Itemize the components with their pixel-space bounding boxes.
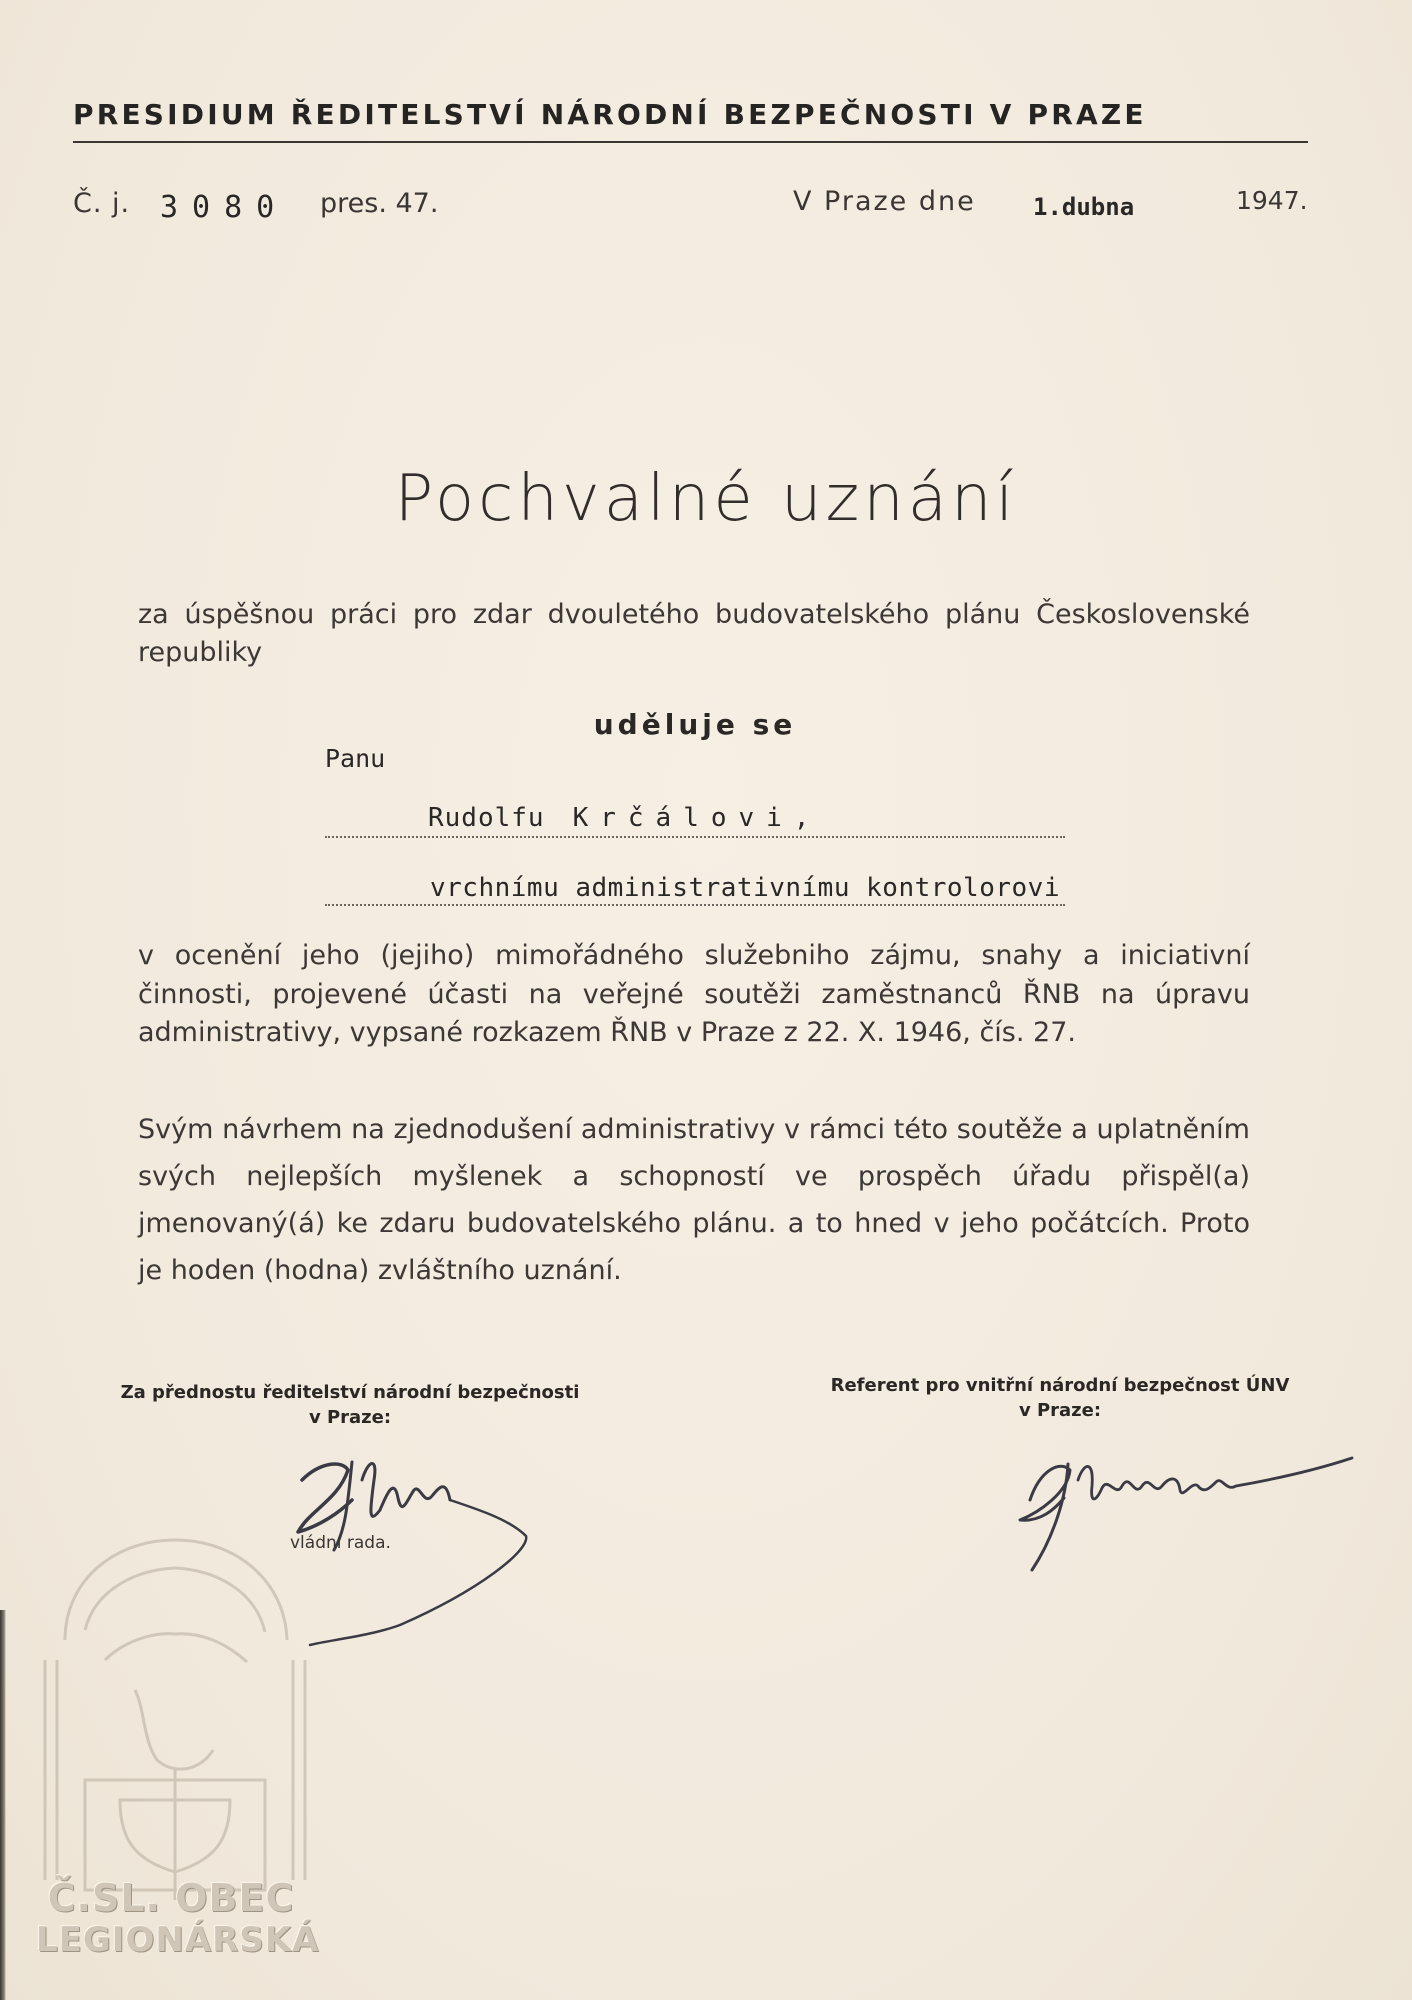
recipient-last-name: Krčálovi, [572,803,822,833]
document-title: Pochvalné uznání [394,462,1018,536]
salutation: Panu [325,744,386,773]
paper-edge-shadow [0,1610,6,2000]
granted-heading: uděluje se [593,708,797,741]
left-signatory-heading [60,1380,640,1430]
intro-paragraph: za úspěšnou práci pro zdar dvouletého budovatelského plánu Československé republiky [138,599,1250,668]
letterhead-title: PRESIDIUM ŘEDITELSTVÍ NÁRODNÍ BEZPEČNOSTI V PRAZE [73,98,1147,131]
recipient-title-dotted-line [325,904,1065,906]
left-signatory-line2: v Praze: [308,1407,392,1428]
watermark-line2: LEGIONÁRSKÁ [36,1920,320,1960]
recipient-title: vrchnímu administrativnímu kontrolorovi [430,873,1060,903]
recipient-first-name: Rudolfu [428,803,545,833]
place-label: V Praze dne [793,186,976,217]
merit-paragraph: Svým návrhem na zjednodušení administrativy v rámci této soutěže a uplatněním svých nejlepších myšlenek a schopností ve prospěch úřadu přispěl(a) jmenovaný(á) ke zdaru budovatelského plánu. a to hned v jeho počátcích. Proto je hoden (hodna) zvláštního uznání. [138,1114,1250,1286]
reference-suffix: pres. 47. [320,188,439,219]
right-signatory-line1: Referent pro vnitřní národní bezpečnost ÚNV [830,1375,1290,1396]
left-signatory-rank: vládní rada. [290,1533,391,1553]
citation-paragraph: v ocenění jeho (jejiho) mimořádného služebniho zájmu, snahy a iniciativní činnosti, projevené účasti na veřejné soutěži zaměstnanců ŘNB na úpravu administrativy, vypsané rozkazem ŘNB v Praze z 22. X. 1946, čís. 27. [138,940,1250,1048]
right-signatory-line2: v Praze: [1018,1400,1102,1421]
watermark-line1: Č.SL. OBEC [47,1876,295,1920]
issue-date: 1.dubna [1033,193,1135,221]
right-handwritten-signature [1010,1440,1360,1580]
right-signatory-heading [770,1373,1350,1423]
reference-number: 3080 [160,190,289,225]
reference-label: Č. j. [73,188,131,219]
letterhead-rule [73,141,1308,143]
issue-year: 1947. [1236,186,1308,215]
recipient-name [428,803,821,833]
left-signatory-line1: Za přednostu ředitelství národní bezpečnosti [120,1382,580,1403]
recipient-name-dotted-line [325,836,1065,838]
